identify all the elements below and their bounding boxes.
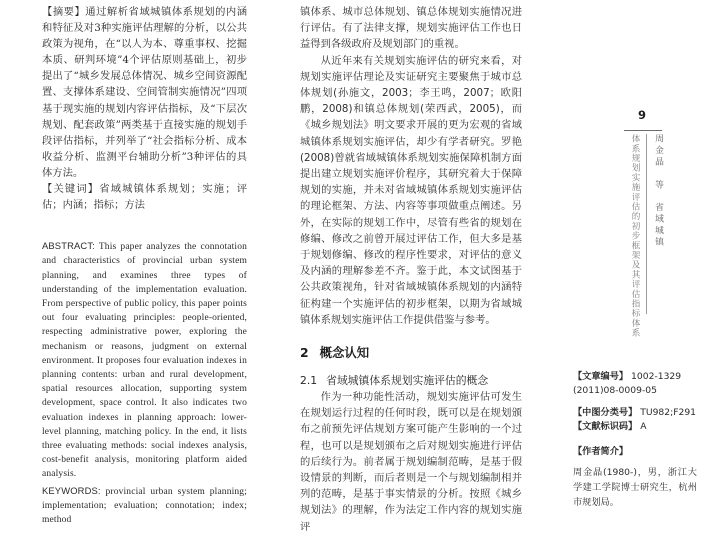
chinese-keywords-text: 省域城镇体系规划；实施；评估；内涵；指标；方法 xyxy=(42,183,247,212)
paragraph-continued: 镇体系、城市总体规划、镇总体规划实施情况进行评估。有了法律支撑，规划实施评估工作也日益得到各级政府及规划部门的重视。 xyxy=(300,6,522,51)
metadata-column xyxy=(573,370,697,511)
folio-divider xyxy=(624,130,662,131)
document-code-label: 【文献标识码】 xyxy=(573,421,638,433)
subsection-title: 省域城镇体系规划实施评估的概念 xyxy=(326,374,489,388)
spacer xyxy=(573,399,697,406)
section-heading-2 xyxy=(300,344,522,362)
paragraph-research-review: 从近年来有关规划实施评估的研究来看，对规划实施评估理论及实证研究主要聚焦于城市总体规划(孙施文，2003；李王鸣，2007；欧阳鹏，2008)和镇总体规划(荣西武，2005)，而《城乡规划法》明文要求开展的更为宏观的省域城镇体系规划实施评估，却少有学者研究。罗艳(2008)曾就省域城镇体系规划实施保障机制方面提出建立规划实施评价程序，其研究着大于保障规划的实施，并未对省域城镇体系规划实施评估的理论框架、方法、内容等事项做重点阐述。另外，在实际的规划工作中，尽管有些省的规划在修编、修改之前曾开展过评估工作，但大多是基于规划修编、修改的程序性要求，对评估的意义及内涵的理解参差不齐。鉴于此，本文试图基于公共政策视角，针对省域城镇体系规划的内涵特征构建一个实施评估的初步框架，以期为省域城镇体系规划实施评估工作提供借鉴与参考。 xyxy=(300,54,522,326)
section-heading-2-1 xyxy=(300,372,522,389)
spacer xyxy=(573,435,697,445)
page-number: 9 xyxy=(637,108,646,122)
article-number-label: 【文章编号】 xyxy=(573,371,629,382)
english-keywords-text: provincial urban system planning; implementation; evaluation; connotation; index; method xyxy=(42,486,247,526)
english-abstract-text: This paper analyzes the connotation and characteristics of provincial urban system planning, and examines three types of understanding of the implementation evaluation. From perspective of public policy, this paper points out four evaluating principles: people-oriented, respecting administrative power, exploring the mechanism or reasons, judgment on external environment. It proposes four evaluation indexes in planning contents: urban and rural development, spatial resources allocation, supporting system development, space control. It also indicates two evaluation indexes in planning approach: lower-level planning, matching policy. In the end, it lists three evaluating methods: social indexes analysis, cost-benefit analysis, monitoring platform aided analysis. xyxy=(42,242,247,480)
spacer xyxy=(300,362,522,372)
document-code xyxy=(573,420,697,434)
body-column xyxy=(300,4,522,533)
author-bio-label: 【作者简介】 xyxy=(573,445,629,457)
clc-number-label: 【中图分类号】 xyxy=(573,406,638,418)
spacer xyxy=(300,328,522,344)
english-abstract-label: ABSTRACT: xyxy=(42,240,95,252)
article-number-value-2: (2011)08-0009-05 xyxy=(573,385,657,397)
chinese-abstract-label: 【摘要】 xyxy=(42,6,86,18)
spacer xyxy=(42,213,247,239)
section-number: 2 xyxy=(300,345,309,361)
document-code-value: A xyxy=(640,421,647,433)
paragraph-concept: 作为一种功能性活动，规划实施评估可发生在规划运行过程的任何时段，既可以是在规划颁布之前预先评估规划方案可能产生影响的一个过程，也可以是规划颁布之后对规划实施进行评估的后续行为。前者属于规划编制范畴，是基于假设情景的判断，而后者则是一个与规划编制相并列的范畴，是基于事实情景的分析。按照《城乡规划法》的理解，作为法定工作内容的规划实施评 xyxy=(300,391,522,533)
chinese-keywords-label: 【关键词】 xyxy=(42,183,100,196)
english-abstract xyxy=(42,239,247,481)
abstract-column xyxy=(42,4,248,526)
running-head-divider xyxy=(646,134,647,314)
chinese-keywords xyxy=(42,181,247,213)
clc-number xyxy=(573,406,697,420)
english-keywords-label: KEYWORDS: xyxy=(42,484,101,496)
section-title: 概念认知 xyxy=(319,345,370,361)
article-number xyxy=(573,370,697,384)
chinese-abstract-text: 通过解析省域城镇体系规划的内涵和特征及对3种实施评估理解的分析，以公共政策为视角，在“以人为本、尊重事权、挖掘本质、研判环境”4个评估原则基础上，初步提出了“城乡发展总体情况、城乡空间资源配置、支撑体系建设、空间管制实施情况”四项基于现实施的规划内容评估指标，及“下层次规划、配套政策”两类基于直接实施的规划手段评估指标，并列举了“社会指标分析、成本收益分析、监测平台辅助分析”3种评估的具体方法。 xyxy=(42,6,248,179)
article-number-value: 1002-1329 xyxy=(631,371,682,382)
subsection-number: 2.1 xyxy=(300,374,318,388)
vertical-running-head xyxy=(622,134,664,338)
running-head-title: 周金晶 等 省域城镇 xyxy=(653,134,663,248)
english-keywords xyxy=(42,484,247,528)
chinese-abstract xyxy=(42,4,247,181)
clc-number-value: TU982;F291 xyxy=(640,406,697,418)
running-head-subtitle: 体系规划实施评估的初步框架及其评估指标体系 xyxy=(630,134,640,338)
author-bio-text: 周金晶(1980-)，男，浙江大学建工学院博士研究生，杭州市规划局。 xyxy=(573,467,697,509)
